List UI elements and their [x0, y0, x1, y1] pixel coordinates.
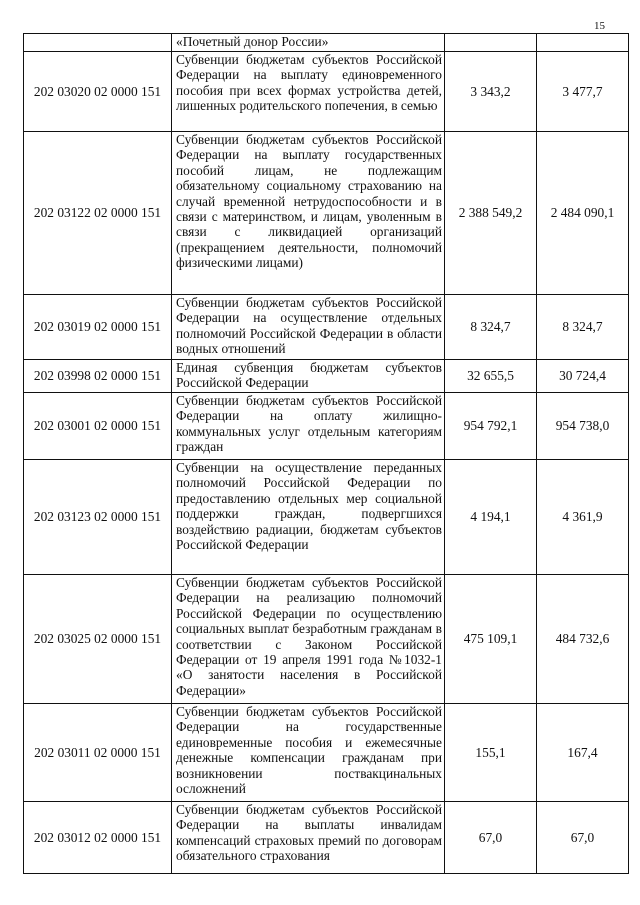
table-row — [24, 460, 629, 575]
row-value-year-2: 67,0 — [537, 802, 629, 874]
row-value-year-1: 3 343,2 — [445, 52, 537, 132]
row-value-year-2: 30 724,4 — [537, 360, 629, 393]
row-value-year-2 — [537, 34, 629, 52]
row-value-year-2: 954 738,0 — [537, 393, 629, 460]
row-value-year-1: 475 109,1 — [445, 575, 537, 704]
row-description: Единая субвенция бюджетам субъектов Российской Федерации — [172, 360, 445, 393]
row-description: «Почетный донор России» — [172, 34, 445, 52]
row-code — [24, 34, 172, 52]
row-value-year-1: 2 388 549,2 — [445, 132, 537, 295]
row-value-year-2: 484 732,6 — [537, 575, 629, 704]
table-row — [24, 34, 629, 52]
row-description: Субвенции бюджетам субъектов Российской Федерации на выплату государственных пособий лицам, не подлежащим обязательному социальному страхованию на случай временной нетрудоспособности и в связи с материнством, и лицам, уволенным в связи с ликвидацией организаций (прекращением деятельности, полномочий физическими лицами) — [172, 132, 445, 295]
row-value-year-2: 167,4 — [537, 704, 629, 802]
row-description: Субвенции бюджетам субъектов Российской Федерации на государственные единовременные пособия и ежемесячные денежные компенсации гражданам при возникновении поствакцинальных осложнений — [172, 704, 445, 802]
row-value-year-1: 4 194,1 — [445, 460, 537, 575]
row-description: Субвенции бюджетам субъектов Российской Федерации на оплату жилищно-коммунальных услуг отдельным категориям граждан — [172, 393, 445, 460]
row-code: 202 03123 02 0000 151 — [24, 460, 172, 575]
row-value-year-2: 8 324,7 — [537, 295, 629, 360]
row-value-year-1: 32 655,5 — [445, 360, 537, 393]
row-value-year-1: 8 324,7 — [445, 295, 537, 360]
row-code: 202 03020 02 0000 151 — [24, 52, 172, 132]
table-row — [24, 360, 629, 393]
row-code: 202 03998 02 0000 151 — [24, 360, 172, 393]
row-code: 202 03012 02 0000 151 — [24, 802, 172, 874]
page-number: 15 — [594, 20, 605, 32]
row-value-year-1: 155,1 — [445, 704, 537, 802]
table-row — [24, 295, 629, 360]
row-code: 202 03011 02 0000 151 — [24, 704, 172, 802]
row-code: 202 03025 02 0000 151 — [24, 575, 172, 704]
table-row — [24, 802, 629, 874]
row-code: 202 03019 02 0000 151 — [24, 295, 172, 360]
row-description: Субвенции на осуществление переданных полномочий Российской Федерации по предоставлению отдельных мер социальной поддержки граждан, подвергшихся воздействию радиации, бюджетам субъектов Российской Федерации — [172, 460, 445, 575]
budget-table — [23, 33, 629, 874]
table-row — [24, 704, 629, 802]
table-row — [24, 393, 629, 460]
row-description: Субвенции бюджетам субъектов Российской Федерации на выплаты инвалидам компенсаций страховых премий по договорам обязательного страхования — [172, 802, 445, 874]
row-code: 202 03122 02 0000 151 — [24, 132, 172, 295]
table-row — [24, 132, 629, 295]
table-row — [24, 52, 629, 132]
row-value-year-1 — [445, 34, 537, 52]
row-value-year-2: 2 484 090,1 — [537, 132, 629, 295]
row-description: Субвенции бюджетам субъектов Российской Федерации на реализацию полномочий Российской Федерации по осуществлению социальных выплат безработным гражданам в соответствии с Законом Российской Федерации от 19 апреля 1991 года №1032-1 «О занятости населения в Российской Федерации» — [172, 575, 445, 704]
row-description: Субвенции бюджетам субъектов Российской Федерации на осуществление отдельных полномочий Российской Федерации в области водных отношений — [172, 295, 445, 360]
row-value-year-1: 67,0 — [445, 802, 537, 874]
row-description: Субвенции бюджетам субъектов Российской Федерации на выплату единовременного пособия при всех формах устройства детей, лишенных родительского попечения, в семью — [172, 52, 445, 132]
row-value-year-2: 4 361,9 — [537, 460, 629, 575]
row-value-year-2: 3 477,7 — [537, 52, 629, 132]
table-row — [24, 575, 629, 704]
row-value-year-1: 954 792,1 — [445, 393, 537, 460]
row-code: 202 03001 02 0000 151 — [24, 393, 172, 460]
